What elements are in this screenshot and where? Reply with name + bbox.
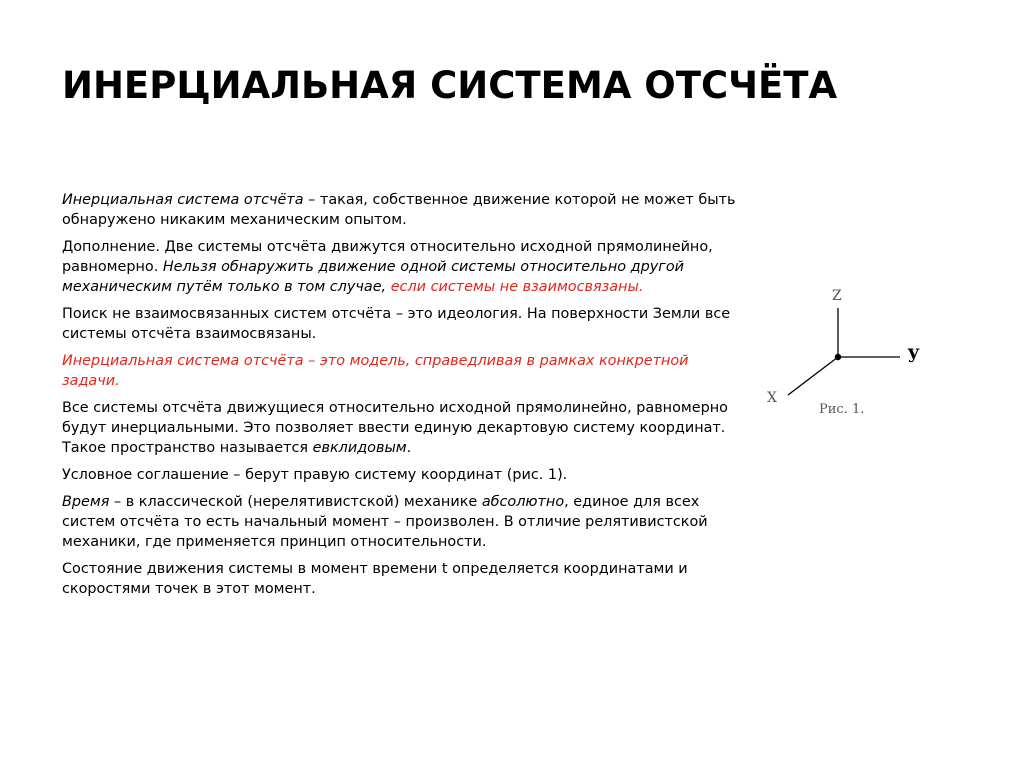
origin-point xyxy=(835,354,841,360)
y-axis-label: y xyxy=(908,341,920,363)
paragraph xyxy=(62,190,747,230)
paragraph-text: . xyxy=(406,440,412,456)
highlighted-text: Инерциальная система отсчёта – это модель, справедливая в рамках конкретной задачи. xyxy=(62,353,689,389)
slide-title: ИНЕРЦИАЛЬНАЯ СИСТЕМА ОТСЧЁТА xyxy=(62,64,838,107)
paragraph-text: – в классической (нерелятивистской) механике xyxy=(109,494,482,510)
emphasized-text: евклидовым xyxy=(312,440,407,456)
x-axis-label: X xyxy=(767,390,777,406)
paragraph-text: , единое для всех систем отсчёта то есть начальный момент – произволен. В отличие релятивистской механики, где применяется принцип относительности. xyxy=(62,494,708,550)
emphasized-text: Время xyxy=(62,494,110,510)
paragraph-text: Поиск не взаимосвязанных систем отсчёта – это идеология. На поверхности Земли все системы отсчёта взаимосвязаны. xyxy=(62,306,731,342)
emphasized-text: Нельзя обнаружить движение одной системы относительно другой механическим путём только в том случае, xyxy=(62,259,684,295)
paragraph-text: Состояние движения системы в момент времени t определяется координатами и скоростями точек в этот момент. xyxy=(62,561,688,597)
z-axis-label: Z xyxy=(832,288,842,304)
highlighted-text: если системы не взаимосвязаны. xyxy=(390,279,644,295)
paragraph xyxy=(62,237,747,297)
figure-caption: Рис. 1. xyxy=(819,402,865,417)
paragraph-text: Условное соглашение – берут правую систему координат (рис. 1). xyxy=(62,467,568,483)
paragraph xyxy=(62,351,747,391)
paragraph-text: Все системы отсчёта движущиеся относительно исходной прямолинейно, равномерно будут инерциальными. Это позволяет ввести единую декартовую систему координат. Такое пространство называется xyxy=(62,400,728,456)
paragraph xyxy=(62,492,747,552)
body-text xyxy=(62,190,747,606)
paragraph-text: Дополнение. Две системы отсчёта движутся относительно исходной прямолинейно, равномерно. xyxy=(62,239,713,275)
paragraph xyxy=(62,398,747,458)
x-axis xyxy=(788,357,838,395)
paragraph-text: – такая, собственное движение которой не может быть обнаружено никаким механическим опытом. xyxy=(62,192,736,228)
paragraph xyxy=(62,465,747,485)
emphasized-text: абсолютно xyxy=(481,494,565,510)
emphasized-text: Инерциальная система отсчёта xyxy=(62,192,304,208)
coordinate-system-figure xyxy=(760,280,940,425)
paragraph xyxy=(62,304,747,344)
coordinate-axes-diagram xyxy=(760,280,940,425)
paragraph xyxy=(62,559,747,599)
